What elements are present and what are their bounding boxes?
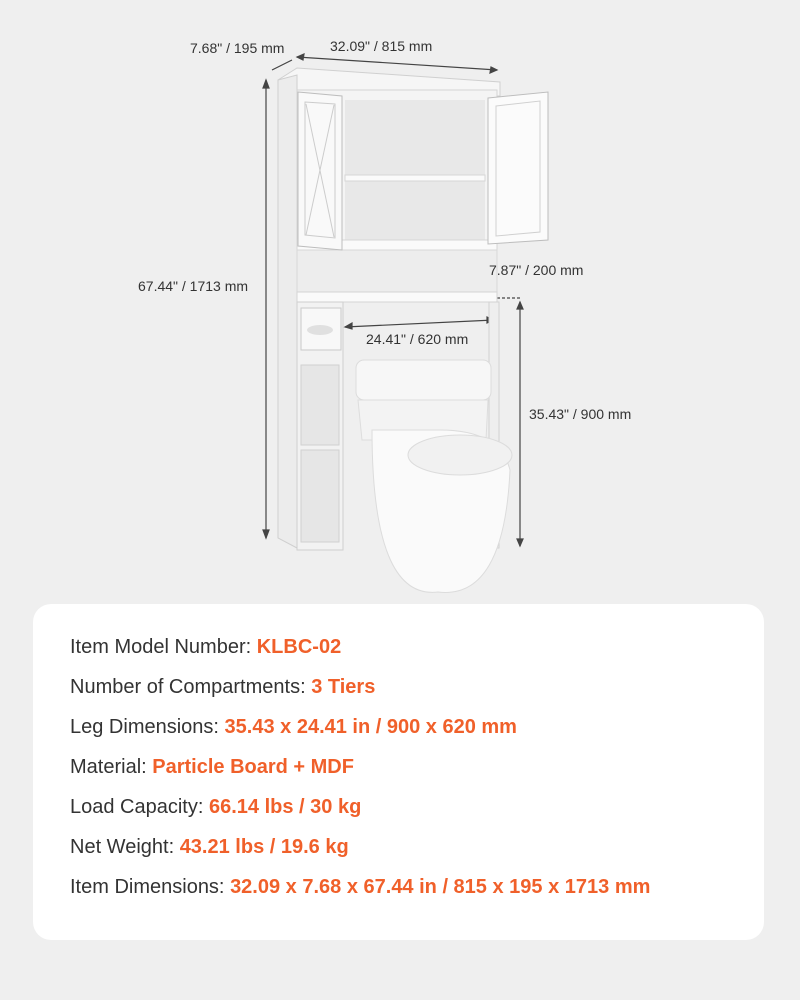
toilet bbox=[356, 360, 512, 592]
leg-height-dimension-label: 35.43" / 900 mm bbox=[529, 406, 632, 422]
spec-value: Particle Board + MDF bbox=[152, 756, 354, 778]
spec-label: Load Capacity: bbox=[70, 796, 209, 818]
shelf-gap-dimension-label: 7.87" / 200 mm bbox=[489, 262, 584, 278]
spec-value: 43.21 lbs / 19.6 kg bbox=[179, 836, 349, 858]
spec-value: 3 Tiers bbox=[311, 676, 376, 698]
spec-label: Number of Compartments: bbox=[70, 676, 312, 698]
width-dimension-label: 32.09" / 815 mm bbox=[330, 38, 433, 54]
spec-card bbox=[33, 604, 764, 940]
spec-value: 66.14 lbs / 30 kg bbox=[208, 796, 362, 818]
spec-row-load-capacity bbox=[70, 796, 361, 819]
spec-row-leg-dimensions bbox=[70, 716, 517, 739]
spec-value: 35.43 x 24.41 in / 900 x 620 mm bbox=[224, 716, 517, 738]
spec-label: Net Weight: bbox=[70, 836, 180, 858]
height-dimension-label: 67.44" / 1713 mm bbox=[138, 278, 249, 294]
spec-label: Material: bbox=[70, 756, 153, 778]
spec-row-material bbox=[70, 756, 354, 779]
spec-row-model bbox=[70, 636, 341, 659]
spec-value: KLBC-02 bbox=[256, 636, 342, 658]
spec-row-compartments bbox=[70, 676, 375, 699]
spec-label: Item Model Number: bbox=[70, 636, 257, 658]
depth-dimension-label: 7.68" / 195 mm bbox=[190, 40, 285, 56]
spec-row-item-dimensions bbox=[70, 876, 650, 899]
spec-label: Leg Dimensions: bbox=[70, 716, 225, 738]
inner-width-dimension-label: 24.41" / 620 mm bbox=[366, 331, 469, 347]
spec-label: Item Dimensions: bbox=[70, 876, 231, 898]
spec-value: 32.09 x 7.68 x 67.44 in / 815 x 195 x 1713 mm bbox=[230, 876, 651, 898]
spec-row-net-weight bbox=[70, 836, 349, 859]
